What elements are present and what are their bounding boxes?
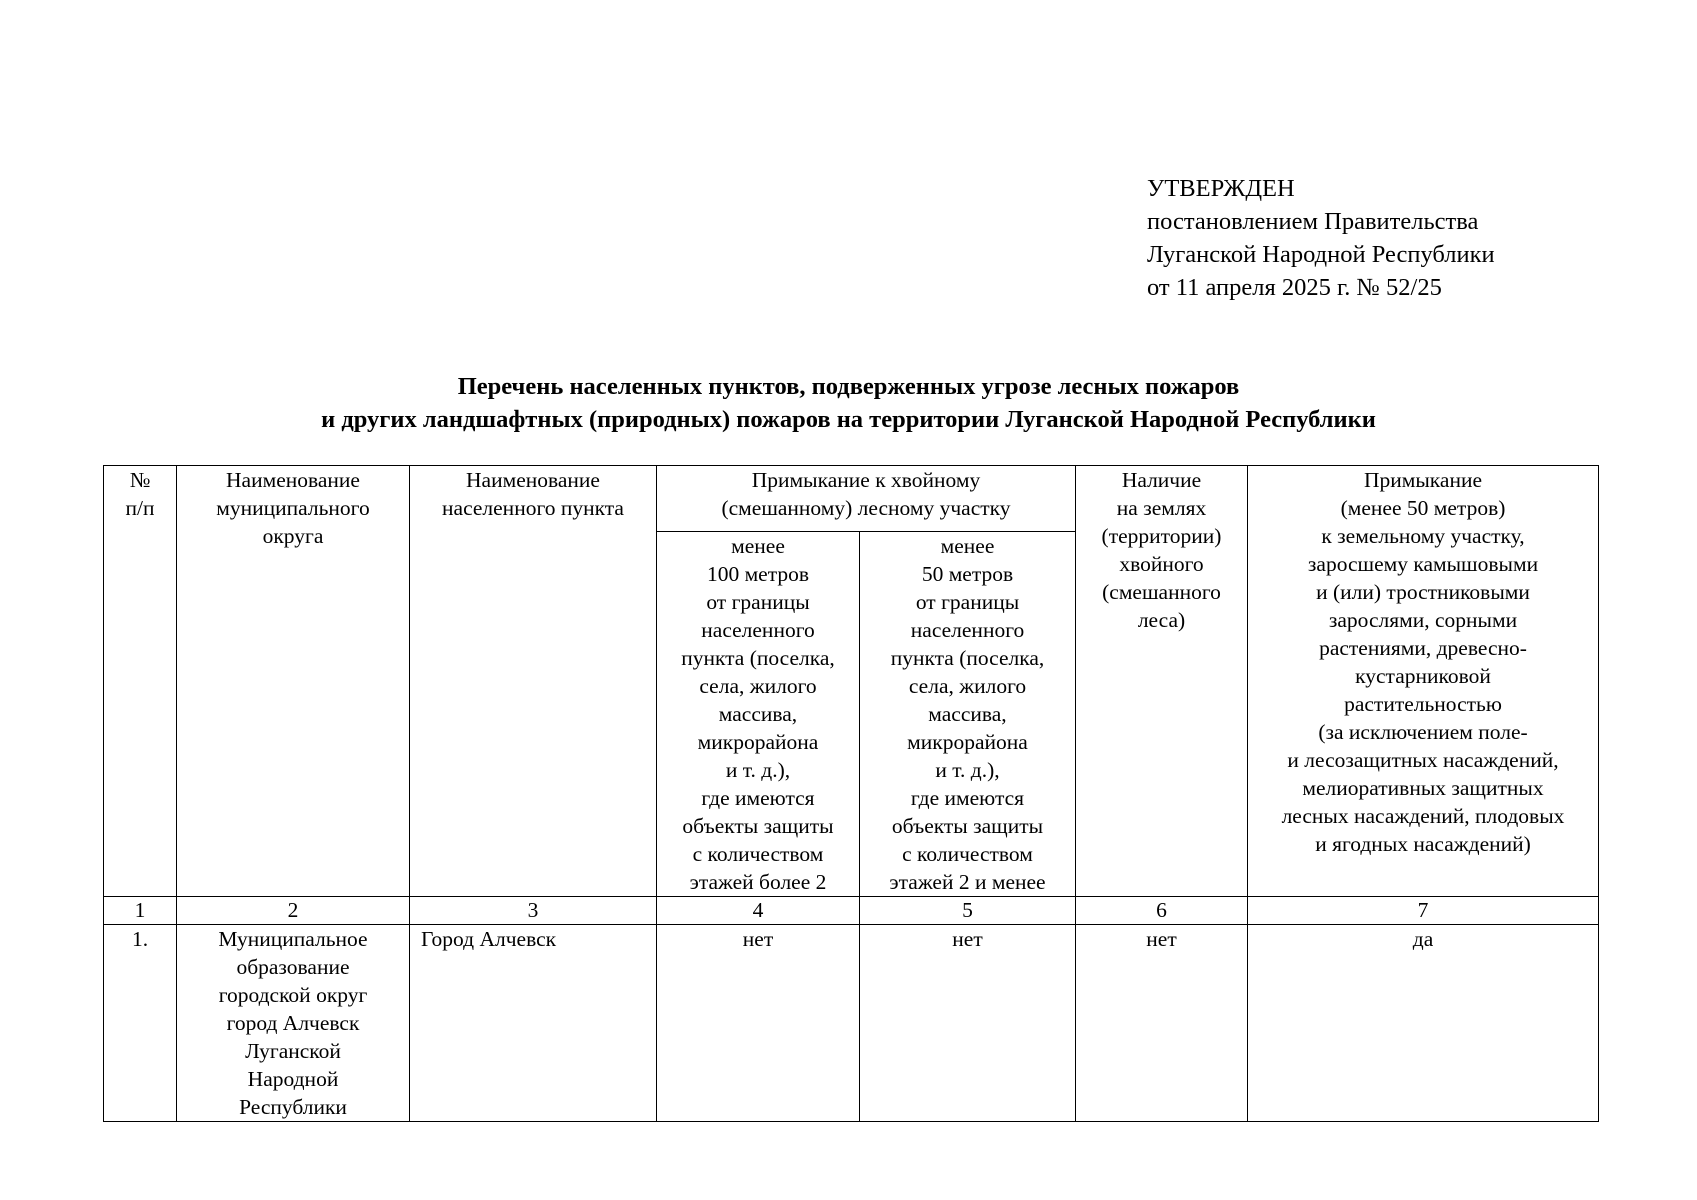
cell-line: Примыкание xyxy=(1363,468,1483,492)
cell-line: массива, xyxy=(928,702,1007,726)
cell-line: менее xyxy=(731,534,785,558)
cell-line: Республики xyxy=(239,1095,347,1119)
cell-line: микрорайона xyxy=(697,730,819,754)
approval-line: Луганской Народной Республики xyxy=(1147,241,1495,268)
cell-line: Луганской xyxy=(245,1039,341,1063)
cell-line: массива, xyxy=(718,702,798,726)
cell-line: Наличие xyxy=(1121,468,1202,492)
header-row xyxy=(104,466,1599,532)
row-forest-100m: нет xyxy=(657,925,860,1122)
cell-line: округа xyxy=(262,524,324,548)
cell-line: села, жилого xyxy=(699,674,817,698)
cell-line: где имеются xyxy=(910,786,1025,810)
column-number: 2 xyxy=(177,897,410,925)
approval-line: от 11 апреля 2025 г. № 52/25 xyxy=(1147,274,1442,301)
row-reed-adjacency: да xyxy=(1248,925,1599,1122)
title-line: Перечень населенных пунктов, подверженных угрозе лесных пожаров xyxy=(457,373,1240,400)
row-district xyxy=(177,925,410,1122)
header-col-forest-presence xyxy=(1076,466,1248,897)
cell-line: и (или) тростниковыми xyxy=(1316,580,1530,604)
column-number: 5 xyxy=(860,897,1076,925)
cell-line: растениями, древесно- xyxy=(1319,636,1527,660)
cell-line: где имеются xyxy=(701,786,815,810)
cell-line: заросшему камышовыми xyxy=(1307,552,1539,576)
cell-line: объекты защиты xyxy=(891,814,1044,838)
cell-line: с количеством xyxy=(692,842,824,866)
cell-line: городской округ xyxy=(218,983,368,1007)
header-col-100m xyxy=(657,532,860,897)
row-forest-50m: нет xyxy=(860,925,1076,1122)
row-settlement: Город Алчевск xyxy=(410,925,657,1122)
cell-line: Наименование xyxy=(226,468,360,492)
header-col-50m xyxy=(860,532,1076,897)
cell-line: п/п xyxy=(125,496,155,520)
header-col-number xyxy=(104,466,177,897)
cell-line: села, жилого xyxy=(908,674,1027,698)
cell-line: на землях xyxy=(1116,496,1207,520)
settlements-table xyxy=(103,465,1599,1122)
approval-stamp xyxy=(1147,172,1495,304)
cell-line: и т. д.), xyxy=(725,758,791,782)
cell-line: этажей более 2 xyxy=(689,870,827,894)
cell-line: образование xyxy=(236,955,350,979)
approval-line: УТВЕРЖДЕН xyxy=(1147,175,1295,202)
cell-line: к земельному участку, xyxy=(1321,524,1525,548)
cell-line: Муниципальное xyxy=(218,927,368,951)
cell-line: кустарниковой xyxy=(1355,664,1491,688)
cell-line: населенного xyxy=(910,618,1025,642)
cell-line: (за исключением поле- xyxy=(1318,720,1528,744)
cell-line: от границы xyxy=(915,590,1020,614)
row-number: 1. xyxy=(104,925,177,1122)
column-number: 7 xyxy=(1248,897,1599,925)
cell-line: Наименование xyxy=(466,468,600,492)
row-forest-presence: нет xyxy=(1076,925,1248,1122)
cell-line: этажей 2 и менее xyxy=(889,870,1046,894)
cell-line: (смешанному) лесному участку xyxy=(721,496,1011,520)
column-number: 6 xyxy=(1076,897,1248,925)
header-col-district xyxy=(177,466,410,897)
cell-line: с количеством xyxy=(902,842,1033,866)
cell-line: населенного пункта xyxy=(442,496,624,520)
title-line: и других ландшафтных (природных) пожаров на территории Луганской Народной Республики xyxy=(321,406,1376,433)
header-group-forest-adjacency xyxy=(657,466,1076,532)
cell-line: от границы xyxy=(706,590,810,614)
cell-line: Примыкание к хвойному xyxy=(751,468,981,492)
cell-line: объекты защиты xyxy=(682,814,834,838)
cell-line: муниципального xyxy=(216,496,370,520)
cell-line: микрорайона xyxy=(907,730,1028,754)
cell-line: город Алчевск xyxy=(226,1011,360,1035)
cell-line: растительностью xyxy=(1344,692,1502,716)
column-number: 3 xyxy=(410,897,657,925)
cell-line: (менее 50 метров) xyxy=(1340,496,1506,520)
cell-line: леса) xyxy=(1137,608,1186,632)
cell-line: Народной xyxy=(247,1067,339,1091)
header-col-reed-adjacency xyxy=(1248,466,1599,897)
cell-line: зарослями, сорными xyxy=(1328,608,1518,632)
table-row xyxy=(104,925,1599,1122)
cell-line: пункта (поселка, xyxy=(890,646,1045,670)
cell-line: мелиоративных защитных xyxy=(1302,776,1544,800)
cell-line: и т. д.), xyxy=(935,758,1000,782)
cell-line: 50 метров xyxy=(921,562,1014,586)
cell-line: хвойного xyxy=(1119,552,1204,576)
cell-line: (территории) xyxy=(1101,524,1222,548)
column-number-row xyxy=(104,897,1599,925)
cell-line: населенного xyxy=(701,618,815,642)
column-number: 1 xyxy=(104,897,177,925)
header-col-settlement xyxy=(410,466,657,897)
cell-line: № xyxy=(129,468,151,492)
cell-line: и лесозащитных насаждений, xyxy=(1287,748,1559,772)
document-title xyxy=(0,370,1697,436)
cell-line: и ягодных насаждений) xyxy=(1315,832,1531,856)
column-number: 4 xyxy=(657,897,860,925)
cell-line: 100 метров xyxy=(706,562,810,586)
cell-line: пункта (поселка, xyxy=(681,646,835,670)
cell-line: лесных насаждений, плодовых xyxy=(1281,804,1565,828)
cell-line: менее xyxy=(940,534,995,558)
cell-line: (смешанного xyxy=(1102,580,1221,604)
approval-line: постановлением Правительства xyxy=(1147,208,1479,235)
